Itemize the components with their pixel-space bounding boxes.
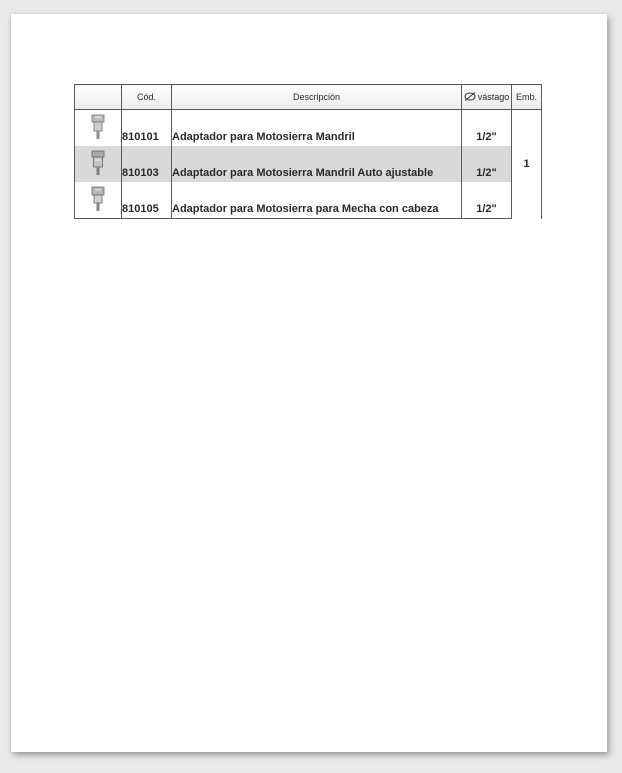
product-code: 810103: [122, 146, 172, 182]
product-description: Adaptador para Motosierra para Mecha con cabeza: [172, 182, 462, 219]
header-image: [75, 85, 122, 110]
product-description: Adaptador para Motosierra Mandril Auto ajustable: [172, 146, 462, 182]
header-size: [462, 85, 512, 110]
product-image-cell: [75, 110, 122, 147]
adapter-product-icon: [89, 114, 107, 140]
product-description: Adaptador para Motosierra Mandril: [172, 110, 462, 147]
product-image-cell: [75, 182, 122, 219]
product-table: [74, 84, 542, 219]
product-code: 810101: [122, 110, 172, 147]
diameter-icon: [464, 92, 476, 101]
table-row: [75, 182, 542, 219]
product-size: 1/2": [462, 146, 512, 182]
header-pack: Emb.: [512, 85, 542, 110]
header-code: Cód.: [122, 85, 172, 110]
product-image-cell: [75, 146, 122, 182]
header-size-label: vástago: [477, 92, 510, 102]
pack-quantity: 1: [512, 110, 542, 219]
product-code: 810105: [122, 182, 172, 219]
product-size: 1/2": [462, 182, 512, 219]
document-page: [11, 14, 607, 752]
product-size: 1/2": [462, 110, 512, 147]
adapter-product-icon: [89, 186, 107, 212]
table-row: [75, 110, 542, 147]
adapter-product-icon: [89, 150, 107, 176]
header-description: Descripción: [172, 85, 462, 110]
table-header-row: [75, 85, 542, 110]
table-row: [75, 146, 542, 182]
